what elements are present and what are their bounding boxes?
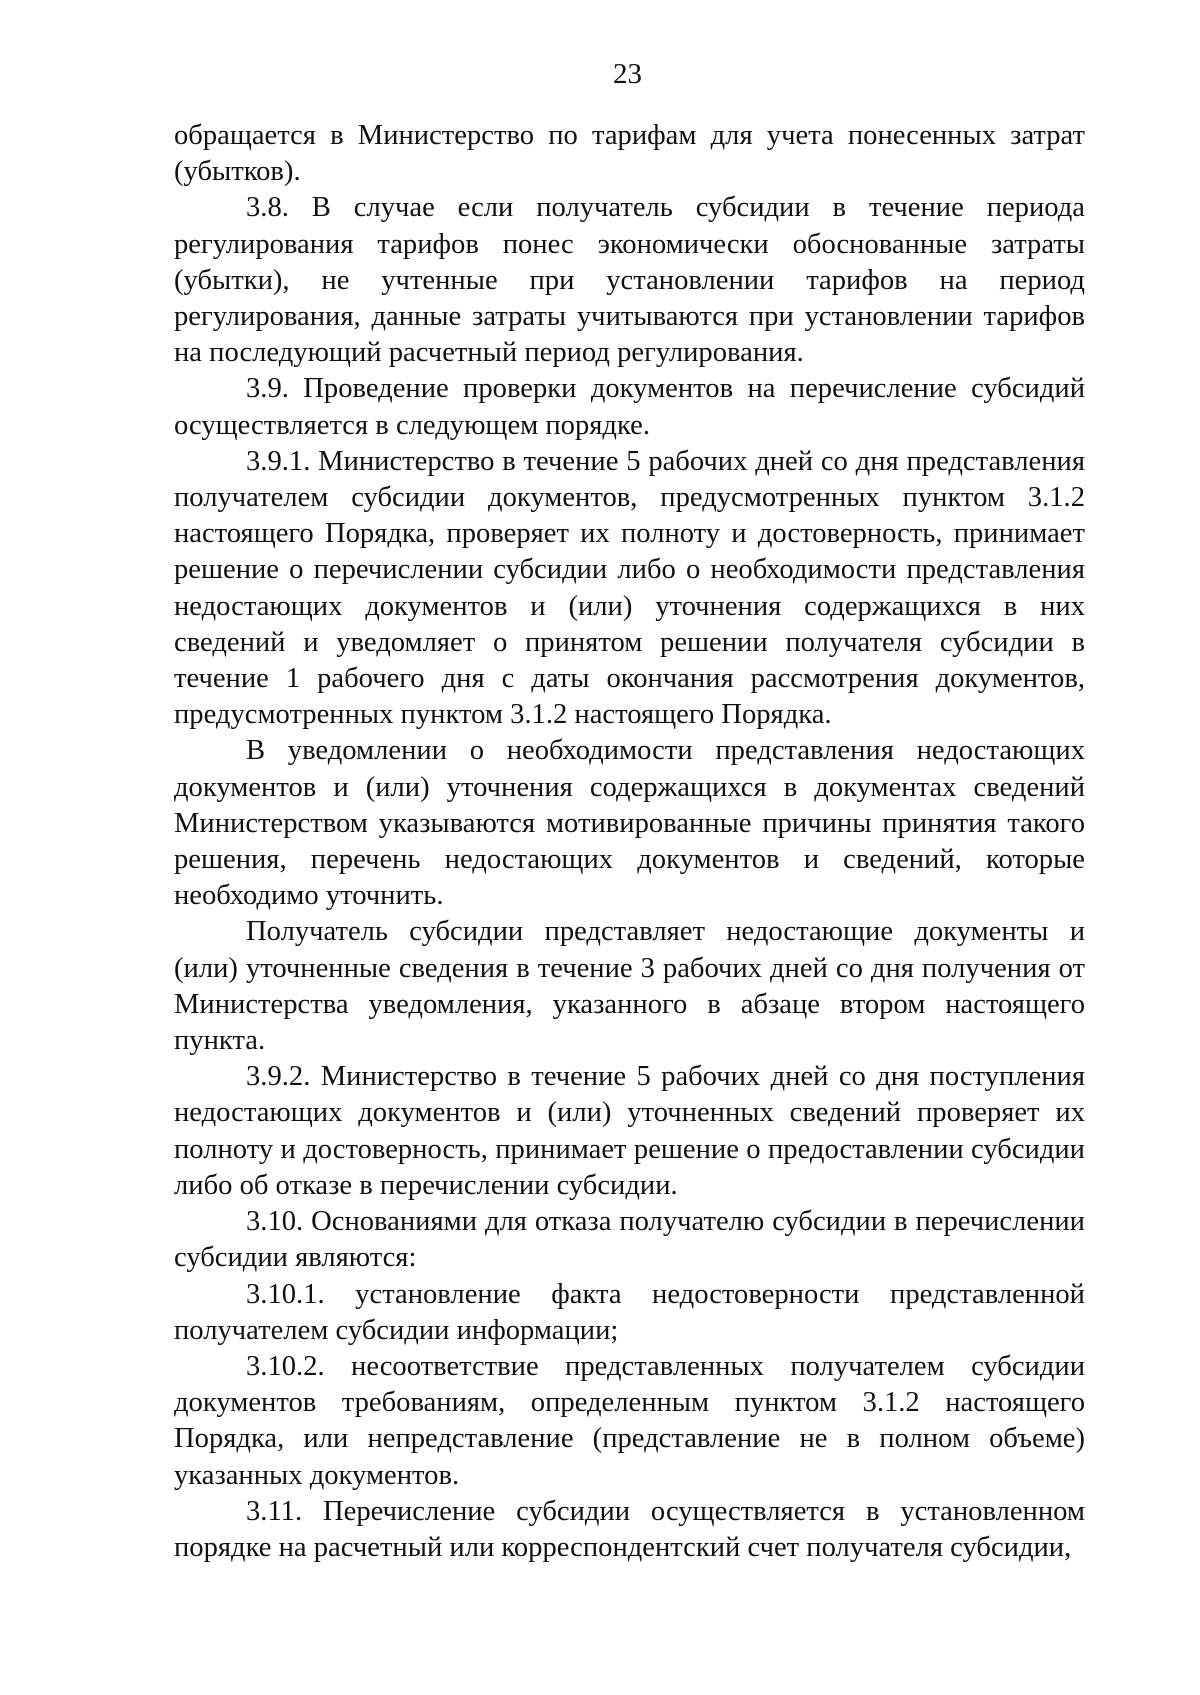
paragraph-3-10: 3.10. Основаниями для отказа получателю субсидии в перечислении субсидии являются:	[174, 1206, 1085, 1274]
paragraph-3-11: 3.11. Перечисление субсидии осуществляется в установленном порядке на расчетный или корреспондентский счет получателя субсидии,	[174, 1495, 1085, 1563]
paragraph-3-9-1: 3.9.1. Министерство в течение 5 рабочих дней со дня представления получателем субсидии документов, предусмотренных пунктом 3.1.2 настоящего Порядка, проверяет их полноту и достоверность, принимает решение о перечислении субсидии либо о необходимости представления недостающих документов и (или) уточнения содержащихся в них сведений и уведомляет о принятом решении получателя субсидии в течение 1 рабочего дня с даты окончания рассмотрения документов, предусмотренных пунктом 3.1.2 настоящего Порядка.	[174, 445, 1085, 731]
paragraph-3-9-2: 3.9.2. Министерство в течение 5 рабочих дней со дня поступления недостающих документов и (или) уточненных сведений проверяет их полноту и достоверность, принимает решение о предоставлении субсидии либо об отказе в перечислении субсидии.	[174, 1061, 1085, 1201]
document-body	[174, 118, 1085, 1566]
paragraph-3-8: 3.8. В случае если получатель субсидии в течение периода регулирования тарифов понес экономически обоснованные затраты (убытки), не учтенные при установлении тарифов на период регулирования, данные затраты учитываются при установлении тарифов на последующий расчетный период регулирования.	[174, 192, 1085, 369]
paragraph-recipient: Получатель субсидии представляет недостающие документы и (или) уточненные сведения в течение 3 рабочих дней со дня получения от Министерства уведомления, указанного в абзаце втором настоящего пункта.	[174, 916, 1085, 1057]
paragraph-continuation: обращается в Министерство по тарифам для учета понесенных затрат (убытков).	[174, 120, 1085, 188]
paragraph-3-9: 3.9. Проведение проверки документов на перечисление субсидий осуществляется в следующем порядке.	[174, 373, 1085, 441]
paragraph-3-10-1: 3.10.1. установление факта недостоверности представленной получателем субсидии информации;	[174, 1278, 1085, 1346]
paragraph-notification: В уведомлении о необходимости представления недостающих документов и (или) уточнения содержащихся в документах сведений Министерством указываются мотивированные причины принятия такого решения, перечень недостающих документов и сведений, которые необходимо уточнить.	[174, 735, 1085, 912]
page-number: 23	[613, 58, 642, 90]
paragraph-3-10-2: 3.10.2. несоответствие представленных получателем субсидии документов требованиям, определенным пунктом 3.1.2 настоящего Порядка, или непредставление (представление не в полном объеме) указанных документов.	[174, 1350, 1085, 1491]
